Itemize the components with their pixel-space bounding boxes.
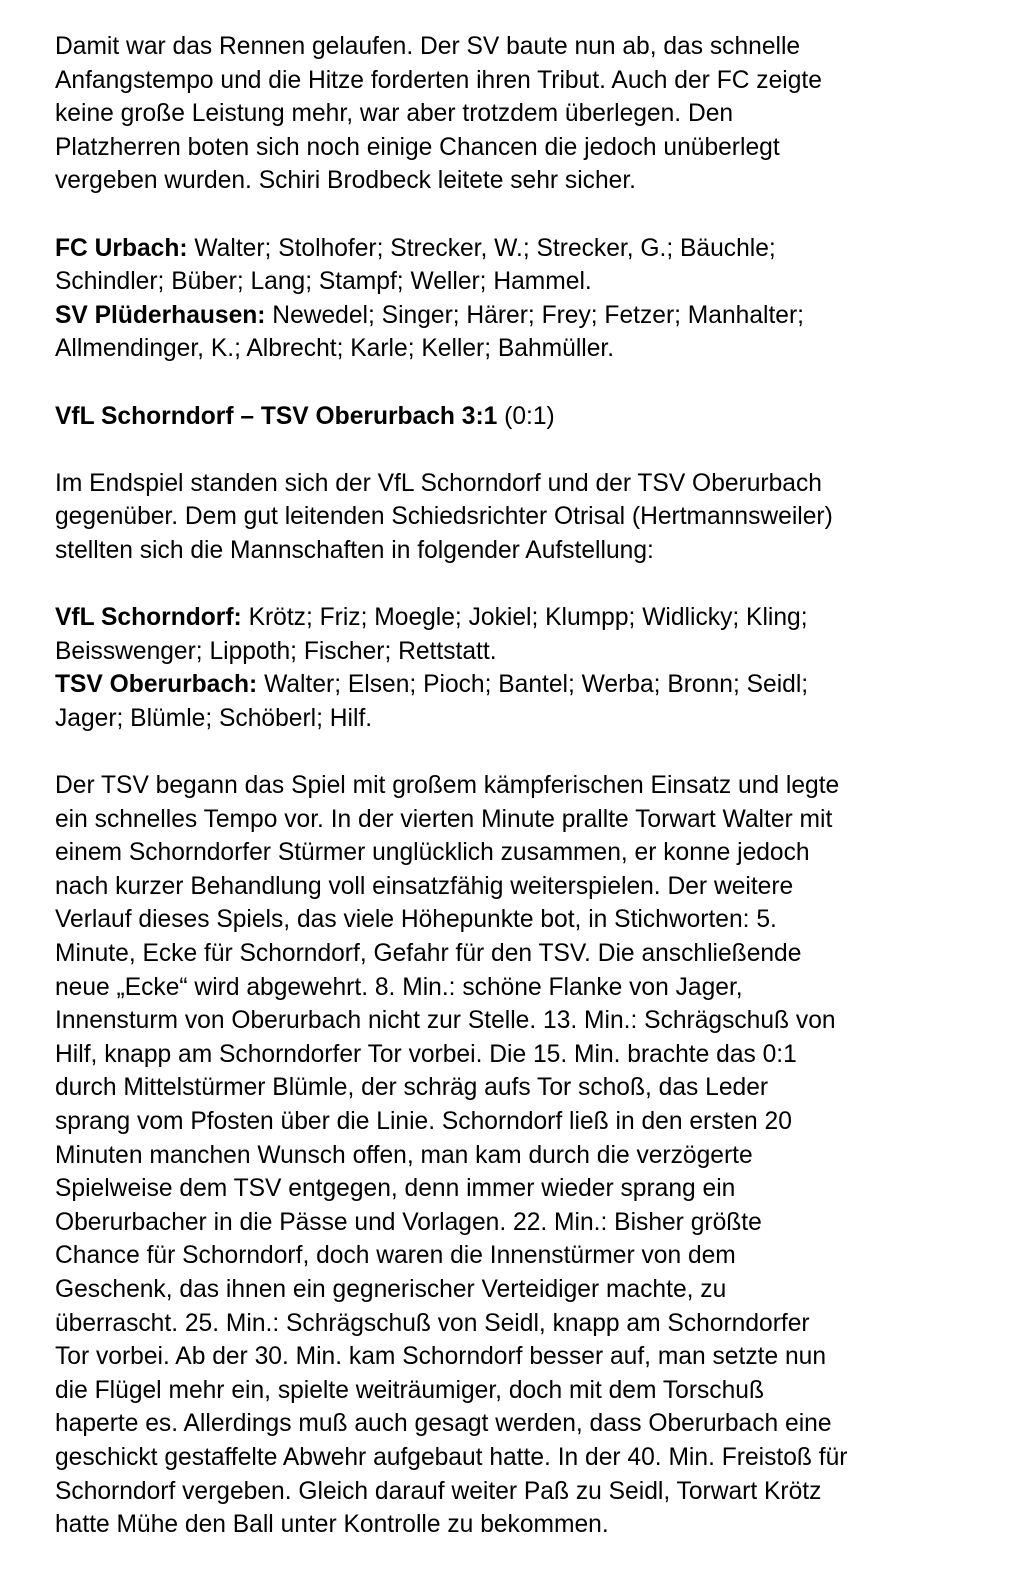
paragraph-race-summary bbox=[55, 30, 1015, 198]
paragraph-match-report bbox=[55, 769, 1015, 1542]
paragraph-gap bbox=[55, 568, 1015, 602]
text-line: Innensturm von Oberurbach nicht zur Stelle. 13. Min.: Schrägschuß von bbox=[55, 1007, 836, 1035]
text-line: Im Endspiel standen sich der VfL Schorndorf und der TSV Oberurbach bbox=[55, 469, 822, 497]
text-line: einem Schorndorfer Stürmer unglücklich zusammen, er konne jedoch bbox=[55, 839, 810, 867]
team-label: TSV Oberurbach: bbox=[55, 671, 258, 699]
text-line: haperte es. Allerdings muß auch gesagt werden, dass Oberurbach eine bbox=[55, 1410, 832, 1438]
match-title: VfL Schorndorf – TSV Oberurbach 3:1 bbox=[55, 402, 498, 430]
player-list: Walter; Elsen; Pioch; Bantel; Werba; Bronn; Seidl; bbox=[257, 671, 809, 699]
text-line: überrascht. 25. Min.: Schrägschuß von Seidl, knapp am Schorndorfer bbox=[55, 1309, 810, 1337]
paragraph-gap bbox=[55, 433, 1015, 467]
lineup-line bbox=[55, 299, 1015, 333]
lineup-first-match bbox=[55, 232, 1015, 366]
text-line: Geschenk, das ihnen ein gegnerischer Verteidiger machte, zu bbox=[55, 1275, 727, 1303]
text-line: Schorndorf vergeben. Gleich darauf weiter Paß zu Seidl, Torwart Krötz bbox=[55, 1477, 822, 1505]
text-line: ein schnelles Tempo vor. In der vierten Minute prallte Torwart Walter mit bbox=[55, 805, 833, 833]
lineup-line: Jager; Blümle; Schöberl; Hilf. bbox=[55, 704, 373, 732]
team-label: FC Urbach: bbox=[55, 234, 188, 262]
player-list: Walter; Stolhofer; Strecker, W.; Strecker, G.; Bäuchle; bbox=[187, 234, 776, 262]
text-line: gegenüber. Dem gut leitenden Schiedsrichter Otrisal (Hertmannsweiler) bbox=[55, 503, 833, 531]
player-list: Krötz; Friz; Moegle; Jokiel; Klumpp; Widlicky; Kling; bbox=[241, 604, 808, 632]
player-list: Newedel; Singer; Härer; Frey; Fetzer; Manhalter; bbox=[265, 301, 804, 329]
text-line: Oberurbacher in die Pässe und Vorlagen. 22. Min.: Bisher größte bbox=[55, 1208, 762, 1236]
text-line: Tor vorbei. Ab der 30. Min. kam Schorndorf besser auf, man setzte nun bbox=[55, 1343, 826, 1371]
text-line: hatte Mühe den Ball unter Kontrolle zu bekommen. bbox=[55, 1511, 609, 1539]
text-line: Hilf, knapp am Schorndorfer Tor vorbei. Die 15. Min. brachte das 0:1 bbox=[55, 1040, 797, 1068]
text-line: durch Mittelstürmer Blümle, der schräg aufs Tor schoß, das Leder bbox=[55, 1074, 769, 1102]
text-line: Verlauf dieses Spiels, das viele Höhepunkte bot, in Stichworten: 5. bbox=[55, 906, 777, 934]
paragraph-gap bbox=[55, 198, 1015, 232]
text-line: Minuten manchen Wunsch offen, man kam durch die verzögerte bbox=[55, 1141, 753, 1169]
halftime-score: (0:1) bbox=[497, 402, 555, 430]
lineup-final-match bbox=[55, 601, 1015, 735]
text-line: nach kurzer Behandlung voll einsatzfähig weiterspielen. Der weitere bbox=[55, 872, 794, 900]
lineup-line bbox=[55, 232, 1015, 266]
document-page bbox=[55, 30, 1015, 1542]
team-label: VfL Schorndorf: bbox=[55, 604, 242, 632]
text-line: keine große Leistung mehr, war aber trotzdem überlegen. Den bbox=[55, 100, 734, 128]
text-line: neue „Ecke“ wird abgewehrt. 8. Min.: schöne Flanke von Jager, bbox=[55, 973, 743, 1001]
text-line: vergeben wurden. Schiri Brodbeck leitete sehr sicher. bbox=[55, 167, 636, 195]
team-label: SV Plüderhausen: bbox=[55, 301, 266, 329]
paragraph-gap bbox=[55, 366, 1015, 400]
text-line: geschickt gestaffelte Abwehr aufgebaut hatte. In der 40. Min. Freistoß für bbox=[55, 1443, 848, 1471]
paragraph-final-intro bbox=[55, 467, 1015, 568]
text-line: Damit war das Rennen gelaufen. Der SV baute nun ab, das schnelle bbox=[55, 33, 801, 60]
match-heading bbox=[55, 400, 1015, 434]
lineup-line: Schindler; Büber; Lang; Stampf; Weller; Hammel. bbox=[55, 268, 592, 296]
lineup-line: Beisswenger; Lippoth; Fischer; Rettstatt. bbox=[55, 637, 497, 665]
text-line: Minute, Ecke für Schorndorf, Gefahr für den TSV. Die anschließende bbox=[55, 940, 802, 968]
text-line: Platzherren boten sich noch einige Chancen die jedoch unüberlegt bbox=[55, 133, 780, 161]
lineup-line: Allmendinger, K.; Albrecht; Karle; Keller; Bahmüller. bbox=[55, 335, 615, 363]
paragraph-gap bbox=[55, 735, 1015, 769]
text-line: stellten sich die Mannschaften in folgender Aufstellung: bbox=[55, 536, 654, 564]
text-line: sprang vom Pfosten über die Linie. Schorndorf ließ in den ersten 20 bbox=[55, 1108, 792, 1135]
text-line: Anfangstempo und die Hitze forderten ihren Tribut. Auch der FC zeigte bbox=[55, 66, 822, 94]
text-line: die Flügel mehr ein, spielte weiträumiger, doch mit dem Torschuß bbox=[55, 1376, 764, 1404]
lineup-line bbox=[55, 601, 1015, 635]
text-line: Chance für Schorndorf, doch waren die Innenstürmer von dem bbox=[55, 1242, 736, 1270]
text-line: Spielweise dem TSV entgegen, denn immer wieder sprang ein bbox=[55, 1175, 736, 1203]
text-line: Der TSV begann das Spiel mit großem kämpferischen Einsatz und legte bbox=[55, 772, 840, 800]
lineup-line bbox=[55, 668, 1015, 702]
